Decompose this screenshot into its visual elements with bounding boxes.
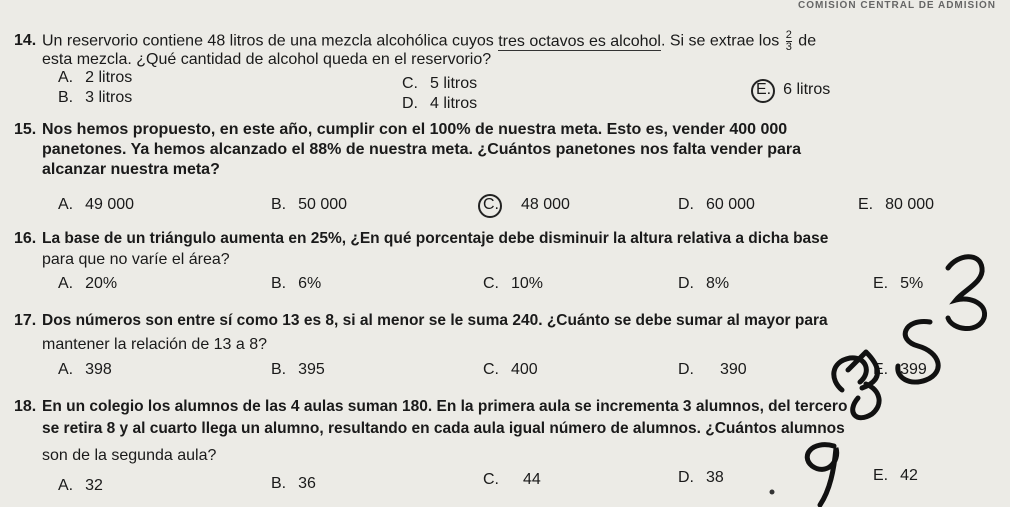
opt-value: 80 000 (885, 196, 935, 213)
opt-value: 20% (85, 275, 118, 292)
q14-text-c: . Si se extrae los (660, 32, 780, 50)
q16-option-b[interactable] (271, 274, 321, 294)
question-16 (14, 228, 40, 249)
q16-line1: La base de un triángulo aumenta en 25%, ¿En qué porcentaje debe disminuir la altura relativa a dicha base (42, 230, 829, 247)
q14-text-a: Un reservorio contiene 48 litros de una mezcla alcohólica cuyos (42, 32, 499, 50)
q18-line2: se retira 8 y al cuarto llega un alumno, resultando en cada aula igual número de alumnos. ¿Cuántos alumnos (42, 420, 845, 437)
opt-value: 2 litros (85, 69, 133, 86)
q14-option-d[interactable] (402, 94, 477, 114)
page-header: COMISIÓN CENTRAL DE ADMISIÓN (797, 0, 996, 11)
q14-text-b: tres octavos es alcohol (498, 32, 661, 50)
opt-value: 48 000 (521, 196, 570, 213)
fraction-two-thirds (786, 30, 792, 53)
q16-line2: para que no varíe el área? (42, 251, 230, 268)
question-number: 18. (14, 398, 37, 415)
q16-option-a[interactable] (58, 274, 117, 294)
q14-option-a[interactable] (58, 68, 132, 88)
question-17 (14, 310, 40, 331)
opt-value: 60 000 (706, 196, 755, 213)
q18-option-d[interactable] (678, 468, 724, 488)
opt-letter: B. (271, 361, 287, 378)
opt-letter: E. (873, 275, 889, 292)
q17-option-b[interactable] (271, 360, 325, 380)
opt-letter: A. (58, 275, 74, 292)
q14-text-d: de (798, 32, 817, 50)
q18-option-b[interactable] (271, 474, 316, 494)
q17-option-d[interactable] (678, 360, 747, 380)
opt-value: 6% (298, 275, 322, 292)
opt-value: 5 litros (430, 75, 478, 92)
opt-value: 3 litros (85, 89, 133, 106)
q17-option-e[interactable] (873, 360, 927, 380)
q17-option-c[interactable] (483, 360, 538, 380)
opt-value: 395 (298, 361, 325, 378)
q16-option-e[interactable] (873, 274, 923, 294)
question-18 (14, 396, 40, 417)
question-number: 15. (14, 121, 37, 138)
q15-option-d[interactable] (678, 195, 755, 215)
opt-value: 400 (511, 361, 538, 378)
q16-option-c[interactable] (483, 274, 543, 294)
opt-value: 10% (511, 275, 544, 292)
opt-letter: B. (271, 475, 287, 492)
opt-letter: D. (678, 469, 694, 486)
q15-line3: alcanzar nuestra meta? (42, 161, 220, 178)
opt-letter: E. (756, 81, 772, 98)
opt-letter: B. (271, 196, 287, 213)
question-14 (14, 30, 40, 51)
q16-option-d[interactable] (678, 274, 729, 294)
opt-value: 42 (900, 467, 918, 484)
frac-denominator: 3 (785, 41, 792, 53)
opt-letter: B. (58, 89, 74, 106)
opt-value: 38 (706, 469, 724, 486)
q15-line1: Nos hemos propuesto, en este año, cumplir con el 100% de nuestra meta. Esto es, vender 400 000 (42, 121, 788, 138)
opt-letter: A. (58, 477, 74, 494)
opt-value: 399 (900, 361, 927, 378)
q17-line2: mantener la relación de 13 a 8? (42, 336, 268, 353)
q15-option-c[interactable] (483, 195, 570, 215)
opt-letter: C. (402, 75, 418, 92)
opt-value: 6 litros (783, 81, 831, 98)
q14-option-b[interactable] (58, 88, 132, 108)
question-number: 14. (14, 32, 37, 49)
q18-option-c[interactable] (483, 470, 541, 490)
question-15 (14, 119, 40, 140)
opt-letter: A. (58, 69, 74, 86)
question-number: 17. (14, 312, 37, 329)
opt-letter: C. (483, 275, 499, 292)
q15-option-e[interactable] (858, 195, 934, 215)
opt-letter: C. (483, 196, 499, 213)
opt-letter: C. (483, 471, 499, 488)
q15-option-b[interactable] (271, 195, 347, 215)
opt-value: 44 (523, 471, 541, 488)
opt-letter: E. (873, 361, 889, 378)
handwritten-digits-3 (820, 450, 821, 451)
handwritten-digits (950, 250, 952, 251)
opt-value: 8% (706, 275, 730, 292)
opt-value: 50 000 (298, 196, 348, 213)
q17-line1: Dos números son entre sí como 13 es 8, si al menor se le suma 240. ¿Cuánto se debe sumar al mayor para (42, 312, 828, 329)
q15-line2: panetones. Ya hemos alcanzado el 88% de nuestra meta. ¿Cuántos panetones nos falta vender para (42, 141, 802, 158)
opt-letter: E. (858, 196, 874, 213)
opt-letter: D. (678, 275, 694, 292)
opt-letter: E. (873, 467, 889, 484)
opt-value: 398 (85, 361, 112, 378)
q17-option-a[interactable] (58, 360, 112, 380)
opt-letter: A. (58, 361, 74, 378)
q18-option-e[interactable] (873, 466, 918, 486)
q14-option-e[interactable] (756, 80, 830, 100)
opt-value: 32 (85, 477, 103, 494)
q15-option-a[interactable] (58, 195, 134, 215)
opt-letter: A. (58, 196, 74, 213)
q18-line3: son de la segunda aula? (42, 447, 217, 464)
q18-line1: En un colegio los alumnos de las 4 aulas suman 180. En la primera aula se incrementa 3 alumnos, del tercero (42, 398, 848, 415)
opt-value: 390 (720, 361, 747, 378)
opt-letter: D. (678, 196, 694, 213)
opt-letter: C. (483, 361, 499, 378)
opt-letter: B. (271, 275, 287, 292)
handwritten-digits-2 (850, 360, 851, 361)
opt-letter: D. (678, 361, 694, 378)
question-number: 16. (14, 230, 37, 247)
opt-value: 5% (900, 275, 924, 292)
q18-option-a[interactable] (58, 476, 103, 496)
q14-line2: esta mezcla. ¿Qué cantidad de alcohol queda en el reservorio? (42, 51, 492, 68)
q14-option-c[interactable] (402, 74, 477, 94)
opt-value: 49 000 (85, 196, 135, 213)
opt-value: 4 litros (430, 95, 478, 112)
opt-value: 36 (298, 475, 316, 492)
frac-numerator: 2 (785, 29, 792, 41)
opt-letter: D. (402, 95, 418, 112)
